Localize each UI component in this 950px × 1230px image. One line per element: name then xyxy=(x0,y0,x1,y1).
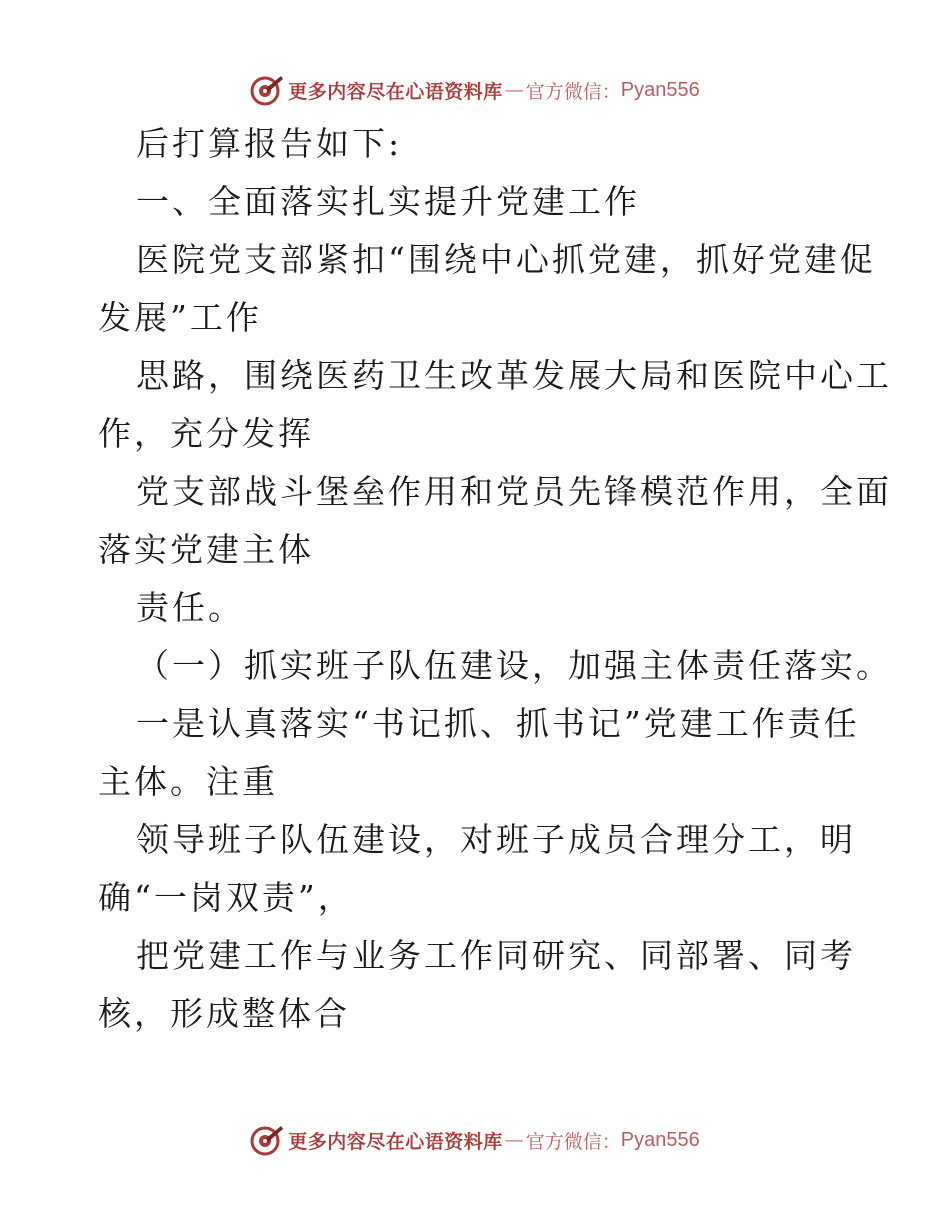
footer-watermark xyxy=(0,1120,950,1160)
watermark-text: 更多内容尽在心语资料库 xyxy=(288,1130,503,1153)
subsection-heading: （一）抓实班子队伍建设，加强主体责任落实。 xyxy=(136,646,892,685)
watermark-wechat-id: Pyan556 xyxy=(620,1128,700,1151)
section-heading: 一、全面落实扎实提升党建工作 xyxy=(136,182,640,221)
text-line: 作，充分发挥 xyxy=(98,414,314,453)
watermark-wechat-id: Pyan556 xyxy=(620,78,700,101)
text-line: 思路，围绕医药卫生改革发展大局和医院中心工 xyxy=(136,356,892,395)
watermark-wechat-label: 官方微信： xyxy=(525,1130,621,1153)
watermark-dash: — xyxy=(504,79,524,101)
text-line: 主体。注重 xyxy=(98,762,278,801)
text-line: 核，形成整体合 xyxy=(98,994,350,1033)
text-line: 党支部战斗堡垒作用和党员先锋模范作用，全面 xyxy=(136,472,892,511)
watermark-wechat-label: 官方微信： xyxy=(525,80,621,103)
document-body xyxy=(98,115,892,1043)
text-line: 发展”工作 xyxy=(98,298,262,337)
text-line: 把党建工作与业务工作同研究、同部署、同考 xyxy=(136,936,856,975)
text-line: 领导班子队伍建设，对班子成员合理分工，明 xyxy=(136,820,856,859)
text-line: 落实党建主体 xyxy=(98,530,314,569)
logo-icon xyxy=(250,73,284,107)
watermark-dash: — xyxy=(504,1129,524,1151)
text-line: 后打算报告如下: xyxy=(136,124,403,163)
text-line: 医院党支部紧扣“围绕中心抓党建，抓好党建促 xyxy=(136,240,876,279)
logo-icon xyxy=(250,1123,284,1157)
text-line: 确“一岗双责”， xyxy=(98,878,354,917)
text-line: 责任。 xyxy=(136,588,244,627)
watermark-text: 更多内容尽在心语资料库 xyxy=(288,80,503,103)
header-watermark xyxy=(0,70,950,110)
text-line: 一是认真落实“书记抓、抓书记”党建工作责任 xyxy=(136,704,860,743)
